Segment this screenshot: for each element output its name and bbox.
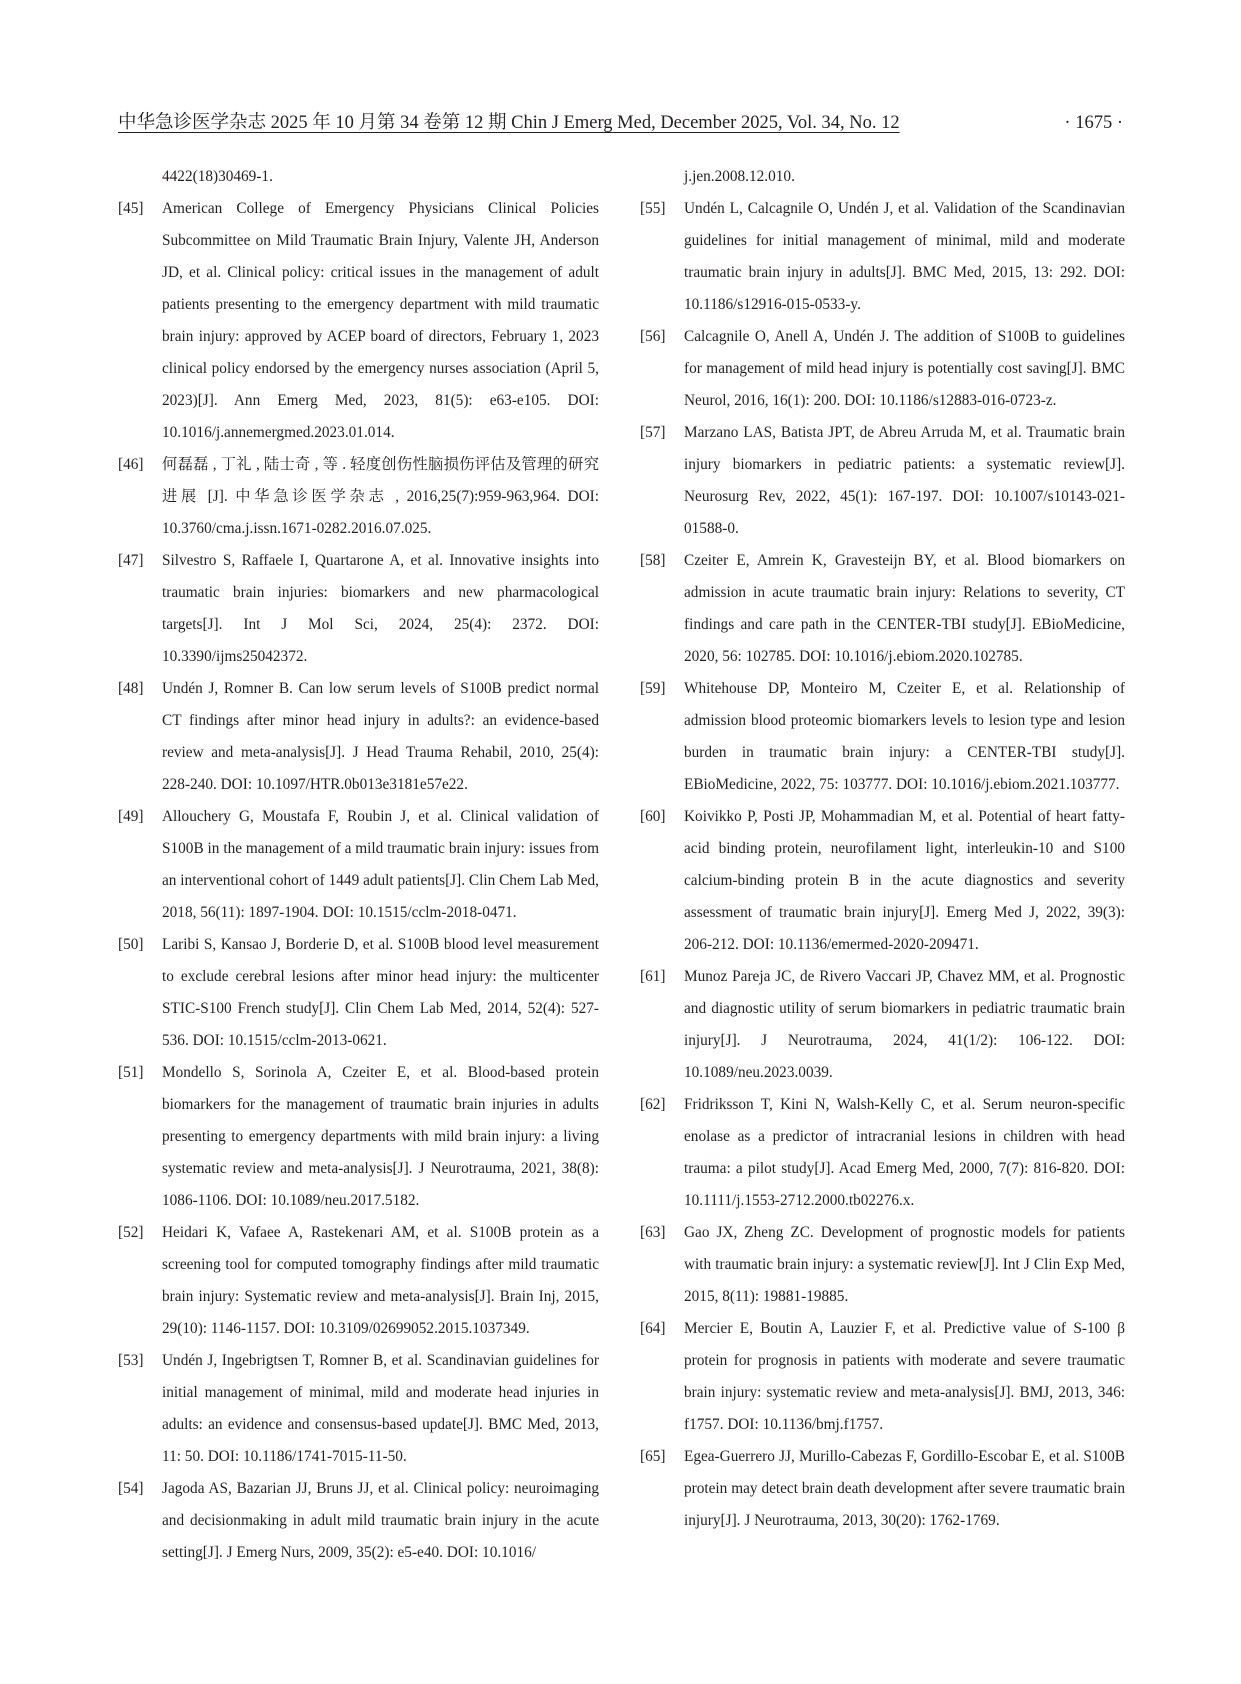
reference-text: Gao JX, Zheng ZC. Development of prognostic models for patients with traumatic brain injury: a systematic review[J]. Int J Clin Exp Med, 2015, 8(11): 19881-19885. (684, 1224, 1125, 1305)
reference-number: [51] (118, 1064, 144, 1081)
running-header (118, 108, 1123, 138)
reference-item (640, 673, 1125, 801)
reference-item (640, 161, 1125, 193)
reference-text: Undén J, Romner B. Can low serum levels of S100B predict normal CT findings after minor head injury in adults?: an evidence-based review and meta-analysis[J]. J Head Trauma Rehabil, 2010, 25(4): 228-240. DOI: 10.1097/HTR.0b013e3181e57e22. (162, 680, 599, 793)
reference-text: Mondello S, Sorinola A, Czeiter E, et al. Blood-based protein biomarkers for the management of traumatic brain injuries in adults presenting to emergency departments with mild brain injury: a living systematic review and meta-analysis[J]. J Neurotrauma, 2021, 38(8): 1086-1106. DOI: 10.1089/neu.2017.5182. (162, 1064, 599, 1209)
reference-number: [48] (118, 680, 144, 697)
reference-item (118, 1217, 599, 1345)
reference-text: Mercier E, Boutin A, Lauzier F, et al. Predictive value of S-100 β protein for prognosis in patients with moderate and severe traumatic brain injury: systematic review and meta-analysis[J]. BMJ, 2013, 346: f1757. DOI: 10.1136/bmj.f1757. (684, 1320, 1125, 1433)
reference-text: Marzano LAS, Batista JPT, de Abreu Arruda M, et al. Traumatic brain injury biomarkers in pediatric patients: a systematic review[J]. Neurosurg Rev, 2022, 45(1): 167-197. DOI: 10.1007/s10143-021-01588-0. (684, 424, 1125, 537)
reference-item (118, 801, 599, 929)
reference-item (640, 321, 1125, 417)
reference-number: [52] (118, 1224, 144, 1241)
reference-list-left-column (118, 161, 599, 1569)
reference-number: [54] (118, 1480, 144, 1497)
reference-number: [63] (640, 1224, 666, 1241)
reference-number: [57] (640, 424, 666, 441)
reference-text: Koivikko P, Posti JP, Mohammadian M, et al. Potential of heart fatty-acid binding protein, neurofilament light, interleukin-10 and S100 calcium-binding protein B in the acute diagnostics and severity assessment of traumatic brain injury[J]. Emerg Med J, 2022, 39(3): 206-212. DOI: 10.1136/emermed-2020-209471. (684, 808, 1125, 953)
reference-number: [58] (640, 552, 666, 569)
reference-text: Laribi S, Kansao J, Borderie D, et al. S100B blood level measurement to exclude cerebral lesions after minor head injury: the multicenter STIC-S100 French study[J]. Clin Chem Lab Med, 2014, 52(4): 527-536. DOI: 10.1515/cclm-2013-0621. (162, 936, 599, 1049)
reference-item (118, 449, 599, 545)
reference-item (118, 1345, 599, 1473)
reference-number: [65] (640, 1448, 666, 1465)
reference-item (640, 1441, 1125, 1537)
reference-number: [45] (118, 200, 144, 217)
reference-text: American College of Emergency Physicians Clinical Policies Subcommittee on Mild Traumatic Brain Injury, Valente JH, Anderson JD, et al. Clinical policy: critical issues in the management of adult patients presenting to the emergency department with mild traumatic brain injury: approved by ACEP board of directors, February 1, 2023 clinical policy endorsed by the emergency nurses association (April 5, 2023)[J]. Ann Emerg Med, 2023, 81(5): e63-e105. DOI: 10.1016/j.annemergmed.2023.01.014. (162, 200, 599, 441)
reference-text: Allouchery G, Moustafa F, Roubin J, et al. Clinical validation of S100B in the management of a mild traumatic brain injury: issues from an interventional cohort of 1449 adult patients[J]. Clin Chem Lab Med, 2018, 56(11): 1897-1904. DOI: 10.1515/cclm-2018-0471. (162, 808, 599, 921)
reference-text: Jagoda AS, Bazarian JJ, Bruns JJ, et al. Clinical policy: neuroimaging and decisionmaking in adult mild traumatic brain injury in the acute setting[J]. J Emerg Nurs, 2009, 35(2): e5-e40. DOI: 10.1016/ (162, 1480, 599, 1561)
reference-item (640, 961, 1125, 1089)
reference-item (640, 545, 1125, 673)
reference-item (640, 1217, 1125, 1313)
reference-number: [53] (118, 1352, 144, 1369)
reference-text: 何磊磊 , 丁礼 , 陆士奇 , 等 . 轻度创伤性脑损伤评估及管理的研究进展 [J]. 中华急诊医学杂志 , 2016,25(7):959-963,964. DOI: 10.3760/cma.j.issn.1671-0282.2016.07.025. (162, 456, 599, 537)
reference-item (118, 1057, 599, 1217)
reference-number: [61] (640, 968, 666, 985)
reference-text: Undén L, Calcagnile O, Undén J, et al. Validation of the Scandinavian guidelines for initial management of minimal, mild and moderate traumatic brain injury in adults[J]. BMC Med, 2015, 13: 292. DOI: 10.1186/s12916-015-0533-y. (684, 200, 1125, 313)
reference-number: [55] (640, 200, 666, 217)
journal-citation-line: 中华急诊医学杂志 2025 年 10 月第 34 卷第 12 期 Chin J Emerg Med, December 2025, Vol. 34, No. 12 (118, 113, 900, 133)
reference-text: 4422(18)30469-1. (162, 168, 273, 185)
page-number: · 1675 · (1064, 113, 1123, 133)
reference-text: Undén J, Ingebrigtsen T, Romner B, et al. Scandinavian guidelines for initial management of minimal, mild and moderate head injuries in adults: an evidence and consensus-based update[J]. BMC Med, 2013, 11: 50. DOI: 10.1186/1741-7015-11-50. (162, 1352, 599, 1465)
reference-number: [46] (118, 456, 144, 473)
reference-text: Whitehouse DP, Monteiro M, Czeiter E, et al. Relationship of admission blood proteomic biomarkers levels to lesion type and lesion burden in traumatic brain injury: a CENTER-TBI study[J]. EBioMedicine, 2022, 75: 103777. DOI: 10.1016/j.ebiom.2021.103777. (684, 680, 1125, 793)
reference-text: Silvestro S, Raffaele I, Quartarone A, et al. Innovative insights into traumatic brain injuries: biomarkers and new pharmacological targets[J]. Int J Mol Sci, 2024, 25(4): 2372. DOI: 10.3390/ijms25042372. (162, 552, 599, 665)
reference-number: [49] (118, 808, 144, 825)
reference-text: Fridriksson T, Kini N, Walsh-Kelly C, et al. Serum neuron-specific enolase as a predictor of intracranial lesions in children with head trauma: a pilot study[J]. Acad Emerg Med, 2000, 7(7): 816-820. DOI: 10.1111/j.1553-2712.2000.tb02276.x. (684, 1096, 1125, 1209)
reference-number: [60] (640, 808, 666, 825)
reference-list-right-column (640, 161, 1125, 1537)
reference-text: Heidari K, Vafaee A, Rastekenari AM, et al. S100B protein as a screening tool for computed tomography findings after mild traumatic brain injury: Systematic review and meta-analysis[J]. Brain Inj, 2015, 29(10): 1146-1157. DOI: 10.3109/02699052.2015.1037349. (162, 1224, 599, 1337)
reference-text: Calcagnile O, Anell A, Undén J. The addition of S100B to guidelines for management of mild head injury is potentially cost saving[J]. BMC Neurol, 2016, 16(1): 200. DOI: 10.1186/s12883-016-0723-z. (684, 328, 1125, 409)
reference-number: [62] (640, 1096, 666, 1113)
reference-item (118, 161, 599, 193)
reference-number: [56] (640, 328, 666, 345)
reference-number: [59] (640, 680, 666, 697)
reference-item (640, 1089, 1125, 1217)
reference-item (118, 929, 599, 1057)
reference-item (118, 193, 599, 449)
reference-number: [50] (118, 936, 144, 953)
reference-number: [64] (640, 1320, 666, 1337)
reference-item (118, 545, 599, 673)
reference-item (640, 417, 1125, 545)
reference-text: Egea-Guerrero JJ, Murillo-Cabezas F, Gordillo-Escobar E, et al. S100B protein may detect brain death development after severe traumatic brain injury[J]. J Neurotrauma, 2013, 30(20): 1762-1769. (684, 1448, 1125, 1529)
reference-text: j.jen.2008.12.010. (684, 168, 795, 185)
reference-text: Czeiter E, Amrein K, Gravesteijn BY, et al. Blood biomarkers on admission in acute traumatic brain injury: Relations to severity, CT findings and care path in the CENTER-TBI study[J]. EBioMedicine, 2020, 56: 102785. DOI: 10.1016/j.ebiom.2020.102785. (684, 552, 1125, 665)
reference-number: [47] (118, 552, 144, 569)
reference-item (640, 801, 1125, 961)
reference-item (118, 1473, 599, 1569)
reference-item (640, 193, 1125, 321)
reference-item (640, 1313, 1125, 1441)
reference-item (118, 673, 599, 801)
reference-text: Munoz Pareja JC, de Rivero Vaccari JP, Chavez MM, et al. Prognostic and diagnostic utility of serum biomarkers in pediatric traumatic brain injury[J]. J Neurotrauma, 2024, 41(1/2): 106-122. DOI: 10.1089/neu.2023.0039. (684, 968, 1125, 1081)
